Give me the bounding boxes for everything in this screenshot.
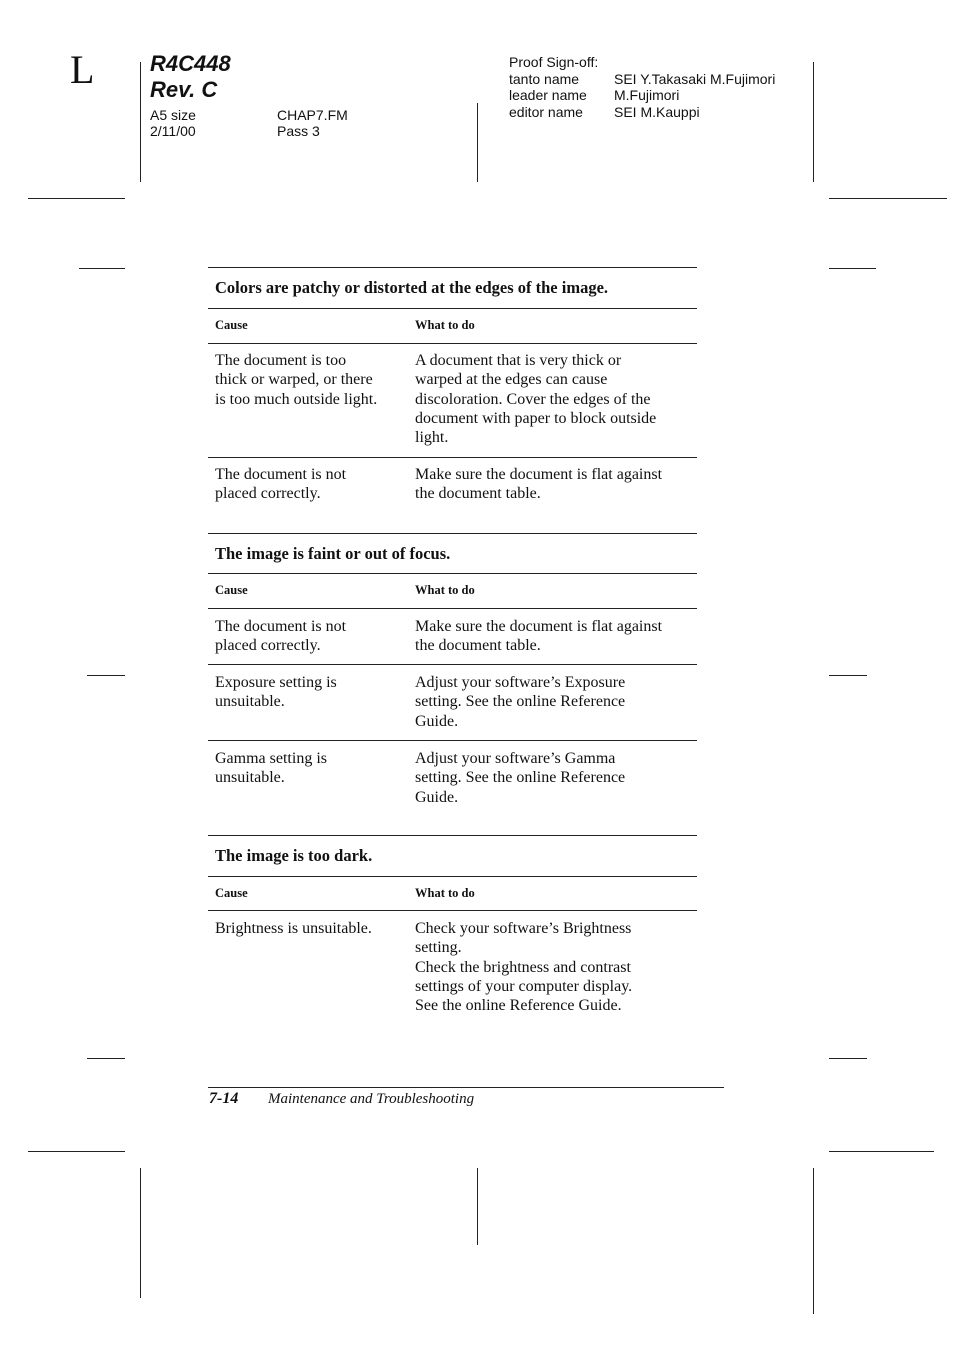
- crop-mark: [813, 62, 814, 182]
- table-rule: [208, 740, 697, 741]
- crop-mark: [477, 103, 478, 182]
- table-rule: [208, 608, 697, 609]
- table-rule: [208, 910, 697, 911]
- model-id: [150, 51, 231, 103]
- model-line-2: Rev. C: [150, 77, 218, 102]
- solution-cell: Make sure the document is flat against the document table.: [415, 466, 663, 503]
- solution-cell: Adjust your software’s Gamma setting. See the online Reference Guide.: [415, 750, 626, 806]
- crop-mark: [829, 1151, 934, 1152]
- solution-cell: A document that is very thick or warped at the edges can cause discoloration. Cover the edges of the document with paper to block outside light.: [415, 352, 657, 447]
- crop-mark: [87, 675, 125, 676]
- crop-mark: [79, 268, 125, 269]
- pass-label: Pass 3: [277, 123, 320, 139]
- table-rule: [208, 573, 697, 574]
- file-name: CHAP7.FM: [277, 107, 348, 123]
- proof-label: leader name: [509, 87, 587, 103]
- cause-cell: The document is not placed correctly.: [215, 618, 347, 655]
- table-rule: [208, 835, 697, 836]
- crop-mark: [28, 198, 125, 199]
- table-rule: [208, 533, 697, 534]
- cause-cell: Gamma setting is unsuitable.: [215, 750, 327, 787]
- crop-mark: [813, 1168, 814, 1314]
- crop-mark: [829, 268, 876, 269]
- corner-letter: L: [70, 47, 95, 92]
- cause-cell: The document is not placed correctly.: [215, 466, 347, 503]
- column-header-what-to-do: What to do: [415, 886, 475, 900]
- footer-rule: [208, 1087, 724, 1088]
- cause-cell: Exposure setting is unsuitable.: [215, 674, 337, 711]
- table-rule: [208, 308, 697, 309]
- table-rule: [208, 457, 697, 458]
- proof-value: M.Fujimori: [614, 87, 680, 103]
- column-header-cause: Cause: [215, 318, 248, 332]
- crop-mark: [28, 1151, 125, 1152]
- date: 2/11/00: [150, 123, 196, 139]
- proof-label: editor name: [509, 104, 583, 120]
- cause-cell: Brightness is unsuitable.: [215, 920, 372, 937]
- crop-mark: [140, 1168, 141, 1298]
- crop-mark: [477, 1168, 478, 1245]
- page-number: 7-14: [209, 1090, 239, 1107]
- table-rule: [208, 876, 697, 877]
- table-title: Colors are patchy or distorted at the edges of the image.: [215, 278, 609, 297]
- proof-label: tanto name: [509, 71, 580, 87]
- column-header-what-to-do: What to do: [415, 318, 475, 332]
- table-title: The image is faint or out of focus.: [215, 544, 451, 563]
- table-rule: [208, 267, 697, 268]
- solution-cell: Adjust your software’s Exposure setting. See the online Reference Guide.: [415, 674, 626, 730]
- column-header-what-to-do: What to do: [415, 583, 475, 597]
- model-line-1: R4C448: [150, 51, 231, 76]
- chapter-title: Maintenance and Troubleshooting: [268, 1091, 475, 1107]
- crop-mark: [829, 1058, 867, 1059]
- table-rule: [208, 664, 697, 665]
- proof-title: Proof Sign-off:: [509, 54, 599, 70]
- table-rule: [208, 343, 697, 344]
- column-header-cause: Cause: [215, 886, 248, 900]
- proof-value: SEI M.Kauppi: [614, 104, 700, 120]
- crop-mark: [829, 675, 867, 676]
- table-title: The image is too dark.: [215, 846, 373, 865]
- solution-cell: Check your software’s Brightness setting. Check the brightness and contrast settings of your computer display. See the online Reference Guide.: [415, 920, 633, 1015]
- size-label: A5 size: [150, 107, 196, 123]
- cause-cell: The document is too thick or warped, or there is too much outside light.: [215, 352, 378, 408]
- column-header-cause: Cause: [215, 583, 248, 597]
- crop-mark: [140, 62, 141, 182]
- solution-cell: Make sure the document is flat against the document table.: [415, 618, 663, 655]
- crop-mark: [87, 1058, 125, 1059]
- crop-mark: [829, 198, 947, 199]
- proof-value: SEI Y.Takasaki M.Fujimori: [614, 71, 776, 87]
